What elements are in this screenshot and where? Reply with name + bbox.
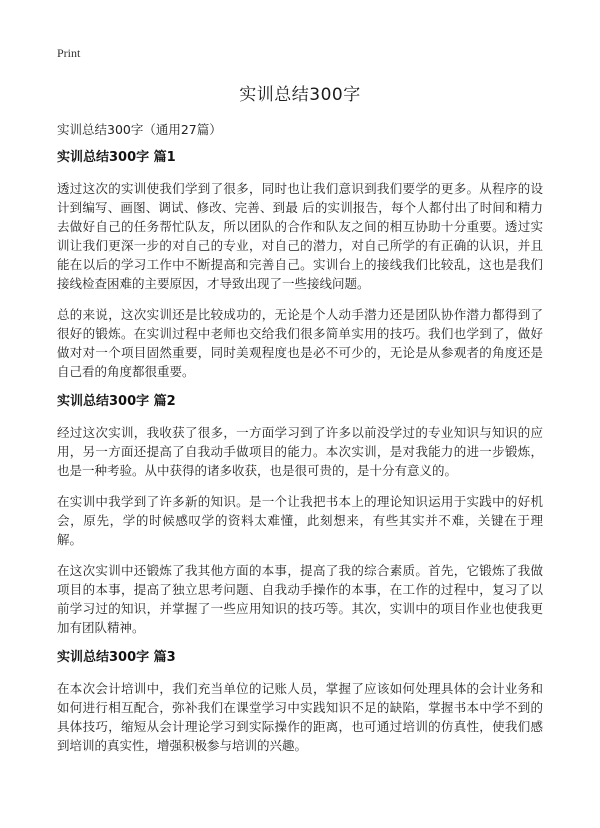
paragraph: 透过这次的实训使我们学到了很多，同时也让我们意识到我们要学的更多。从程序的设计到编写、画图、调试、修改、完善、到最 后的实训报告，每个人都付出了时间和精力去做好自己的任务帮忙队友，所以团队的合作和队友之间的相互协助十分重要。透过实训让我们更深一步的对自己的专业，对自己的潜力，对自己所学的有正确的认识，并且能在以后的学习工作中不断提高和完善自己。实训台上的接线我们比较乱，这也是我们接线检查困难的主要原因，才导致出现了一些接线问题。 [57,181,543,291]
document-subtitle: 实训总结300字（通用27篇） [57,122,222,137]
document-title: 实训总结300字 [239,85,361,105]
section-heading: 实训总结300字 篇2 [57,394,176,409]
print-link[interactable]: Print [57,46,81,60]
section-3 [57,649,543,755]
paragraph: 在本次会计培训中，我们充当单位的记账人员，掌握了应该如何处理具体的会计业务和如何进行相互配合，弥补我们在课堂学习中实践知识不足的缺陷，掌握书本中学不到的具体技巧，缩短从会计理论学习到实际操作的距离，也可通过培训的仿真性，使我们感到培训的真实性，增强积极参与培训的兴趣。 [57,681,543,753]
section-heading: 实训总结300字 篇3 [57,650,176,665]
section-1 [57,149,543,381]
paragraph: 总的来说，这次实训还是比较成功的，无论是个人动手潜力还是团队协作潜力都得到了很好的锻炼。在实训过程中老师也交给我们很多简单实用的技巧。我们也学到了，做好做对对一个项目固然重要，同时美观程度也是必不可少的，无论是从参观者的角度还是自己看的角度都很重要。 [57,307,543,379]
paragraph: 经过这次实训，我收获了很多，一方面学习到了许多以前没学过的专业知识与知识的应用，另一方面还提高了自我动手做项目的能力。本次实训，是对我能力的进一步锻炼，也是一种考验。从中获得的诸多收获，也是很可贵的，是十分有意义的。 [57,425,543,478]
document-body [57,121,543,767]
section-heading: 实训总结300字 篇1 [57,150,176,165]
paragraph: 在实训中我学到了许多新的知识。是一个让我把书本上的理论知识运用于实践中的好机会，原先，学的时候感叹学的资料太难懂，此刻想来，有些其实并不难，关键在于理解。 [57,494,543,547]
section-2 [57,393,543,637]
paragraph: 在这次实训中还锻炼了我其他方面的本事，提高了我的综合素质。首先，它锻炼了我做项目的本事，提高了独立思考问题、自我动手操作的本事，在工作的过程中，复习了以前学习过的知识，并掌握了一些应用知识的技巧等。其次，实训中的项目作业也使我更加有团队精神。 [57,563,543,635]
